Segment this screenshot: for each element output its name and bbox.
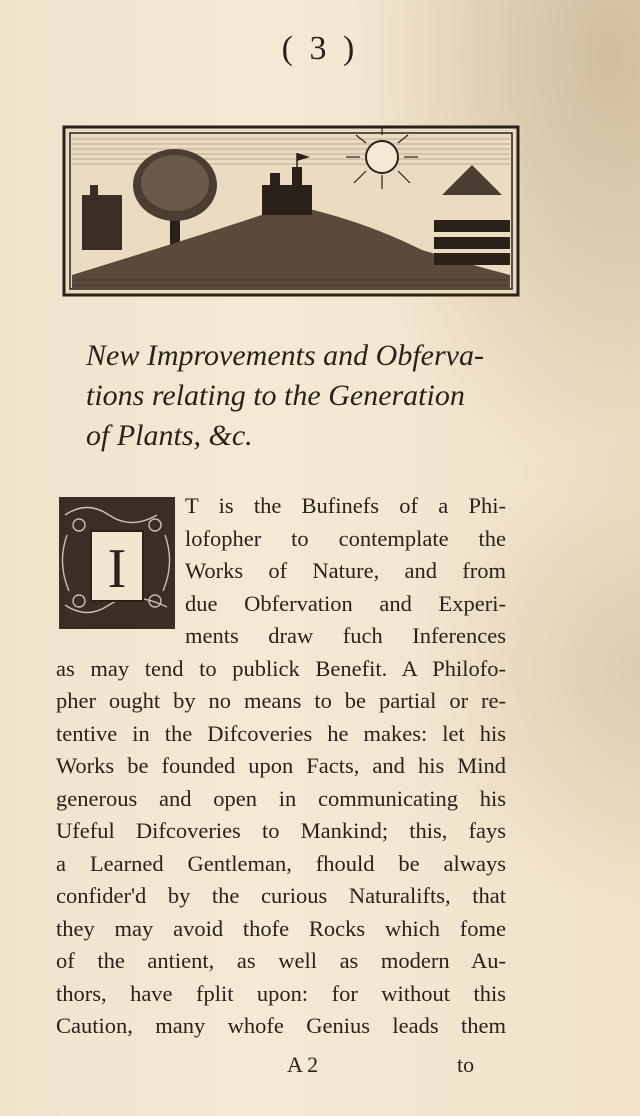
- text-line: a Learned Gentleman, fhould be always: [56, 850, 506, 876]
- text-line: Ufeful Difcoveries to Mankind; this, fays: [56, 818, 506, 843]
- signature-mark: A 2: [287, 1052, 319, 1077]
- text-line: ments draw fuch Inferences: [185, 623, 506, 648]
- heading-line: New Improvements and Obferva-: [86, 339, 484, 372]
- page-number: ( 3 ): [281, 30, 359, 67]
- text-line: thors, have fplit upon: for without this: [56, 980, 506, 1006]
- catchword: to: [457, 1052, 475, 1077]
- heading-line: tions relating to the Generation: [86, 379, 465, 412]
- initial-letter: I: [107, 538, 127, 600]
- text-line: confider'd by the curious Naturalifts, that: [56, 883, 506, 908]
- text-line: T is the Bufinefs of a Phi-: [185, 493, 506, 518]
- chapter-heading: [86, 336, 546, 456]
- woodcut-headpiece: [62, 125, 520, 297]
- heading-line: of Plants, &c.: [86, 419, 253, 452]
- text-line: Works of Nature, and from: [185, 558, 506, 583]
- text-line: due Obfervation and Experi-: [185, 590, 506, 616]
- text-line: as may tend to publick Benefit. A Philofo-: [56, 655, 506, 681]
- text-line: lofopher to contemplate the: [185, 525, 506, 551]
- text-line: they may avoid thofe Rocks which fome: [56, 915, 506, 941]
- text-line: of the antient, as well as modern Au-: [56, 948, 506, 973]
- text-line: pher ought by no means to be partial or re-: [56, 688, 506, 713]
- body-text: [56, 490, 506, 1043]
- text-line: tentive in the Difcoveries he makes: let his: [56, 720, 506, 746]
- text-line: generous and open in communicating his: [56, 785, 506, 811]
- text-line: Caution, many whofe Genius leads them: [56, 1013, 506, 1038]
- text-line: Works be founded upon Facts, and his Mind: [56, 753, 506, 778]
